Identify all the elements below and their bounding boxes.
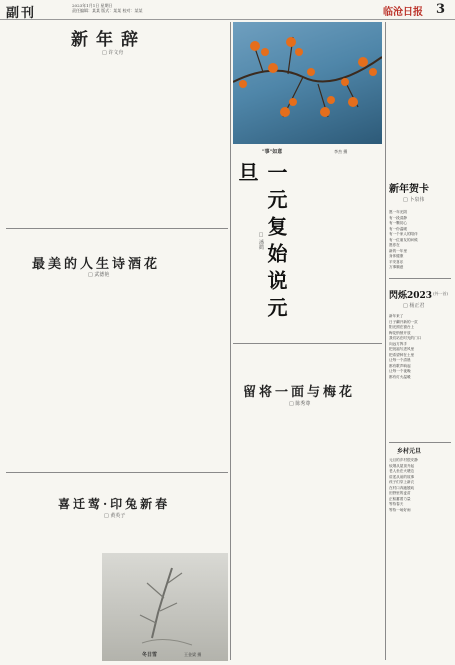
page-header bbox=[0, 0, 455, 20]
poem-line: 等待一场好雨 bbox=[389, 507, 411, 512]
date-line bbox=[72, 3, 143, 13]
sidebar-poem-subtitle: (外一首) bbox=[433, 291, 449, 296]
article-title: 一元复始说元旦 bbox=[235, 162, 288, 324]
article-author: □ 潘鹤 bbox=[258, 232, 264, 250]
article-title: 新年辞 bbox=[71, 30, 146, 50]
sidebar-card-author: □ 卜泉伟 bbox=[403, 197, 425, 203]
poem-line: 阳光照在窗台上 bbox=[389, 325, 415, 329]
poem-line: 讲述从前的故事 bbox=[389, 474, 415, 479]
poem-line: 新年来了 bbox=[389, 314, 404, 318]
article-author: □ 武德艳 bbox=[88, 272, 110, 278]
section-title: 副刊 bbox=[6, 6, 37, 21]
divider bbox=[389, 278, 451, 279]
sidebar-poem-title: 閃烁2023 bbox=[389, 291, 433, 301]
poem-line: 田野里的麦苗 bbox=[389, 491, 411, 495]
poem-line: 让每一个清晨 bbox=[389, 358, 411, 362]
snow-photo bbox=[102, 553, 228, 661]
poem-line: 孩子们穿上新衣 bbox=[389, 480, 415, 484]
sidebar-card-lines bbox=[389, 210, 451, 271]
poem-line: 愿一年光阴 bbox=[389, 210, 407, 214]
divider bbox=[233, 343, 382, 344]
persimmon-photo bbox=[233, 22, 382, 144]
sidebar-card-title: 新年贺卡 bbox=[389, 184, 429, 195]
article-author: □ 许文舟 bbox=[102, 50, 124, 56]
photo-credit: 李杰 摄 bbox=[334, 149, 348, 154]
poem-line: 有一颗初心 bbox=[389, 221, 407, 225]
article-body bbox=[6, 69, 228, 224]
sidebar-poem-lines bbox=[389, 314, 451, 380]
sidebar-poem-author: □ 杨正君 bbox=[403, 303, 425, 309]
article-title: 最美的人生诗酒花 bbox=[32, 257, 161, 272]
poem-line: 等待春天 bbox=[389, 502, 404, 506]
photo-credit: 王金梁 摄 bbox=[184, 652, 202, 657]
poem-line: 愿你在 bbox=[389, 243, 400, 247]
snow-tree-icon bbox=[102, 553, 228, 661]
article-title: 留将一面与梅花 bbox=[243, 385, 356, 400]
photo-caption: "事"如意 bbox=[262, 149, 283, 155]
photo-caption: 冬日雪 bbox=[142, 652, 158, 658]
poem-line: 身体健康 bbox=[389, 254, 404, 258]
divider bbox=[389, 442, 451, 443]
article-best-poem bbox=[6, 231, 228, 470]
column-divider bbox=[230, 22, 231, 660]
poem-line: 梅花悄悄开放 bbox=[389, 330, 411, 335]
article-spring bbox=[6, 475, 228, 661]
sidebar-village-lines bbox=[389, 458, 451, 513]
poem-line: 有一个家人的陪伴 bbox=[389, 232, 418, 236]
sidebar-village-title: 乡村元旦 bbox=[397, 448, 422, 455]
poem-line: 让每一个夜晚 bbox=[389, 369, 411, 373]
poem-line: 把希望种在土里 bbox=[389, 352, 415, 357]
poem-line: 向远方挥手 bbox=[389, 341, 407, 346]
poem-line: 日子翻开新的一页 bbox=[389, 319, 418, 324]
poem-line: 有一份温暖 bbox=[389, 226, 407, 231]
article-stay bbox=[233, 345, 382, 660]
divider bbox=[6, 228, 228, 229]
poem-line: 有一段清静 bbox=[389, 215, 407, 220]
divider bbox=[6, 472, 228, 473]
poem-line: 都有歌声响起 bbox=[389, 363, 411, 368]
poem-line: 元旦的乡村很安静 bbox=[389, 458, 418, 462]
poem-line: 在村口奔跑嬉戏 bbox=[389, 485, 415, 490]
article-body bbox=[233, 407, 382, 659]
poem-line: 把祝福写进风里 bbox=[389, 347, 415, 351]
sidebar bbox=[389, 150, 453, 660]
poem-line: 有一位朋友的问候 bbox=[389, 237, 418, 242]
poem-line: 万事顺意 bbox=[389, 265, 404, 269]
poem-line: 新的一年里 bbox=[389, 248, 407, 253]
poem-line: 老人坐在火塘边 bbox=[389, 469, 415, 473]
article-body bbox=[267, 160, 382, 340]
persimmon-branch-icon bbox=[233, 22, 382, 144]
article-author: □ 黄英子 bbox=[104, 513, 126, 519]
paper-name: 临沧日报 bbox=[383, 7, 423, 18]
article-author: □ 陈秀尊 bbox=[289, 401, 311, 407]
page-number: 3 bbox=[436, 2, 446, 17]
article-title: 喜迁莺·印兔新春 bbox=[58, 497, 171, 511]
article-new-year bbox=[6, 23, 228, 226]
poem-line: 正积蓄着力量 bbox=[389, 496, 411, 501]
article-body bbox=[6, 522, 228, 550]
poem-line: 炊烟从屋顶升起 bbox=[389, 463, 415, 468]
column-divider bbox=[385, 22, 386, 660]
date-line-1: 2023年1月1日 星期日 bbox=[72, 3, 113, 8]
date-line-2: 责任编辑：某某 版式：某某 校对：某某 bbox=[72, 8, 143, 13]
poem-line: 都有灯火温暖 bbox=[389, 374, 411, 379]
poem-line: 平安喜乐 bbox=[389, 259, 404, 264]
poem-line: 我们站在时光的门口 bbox=[389, 336, 422, 340]
article-body bbox=[6, 283, 228, 468]
